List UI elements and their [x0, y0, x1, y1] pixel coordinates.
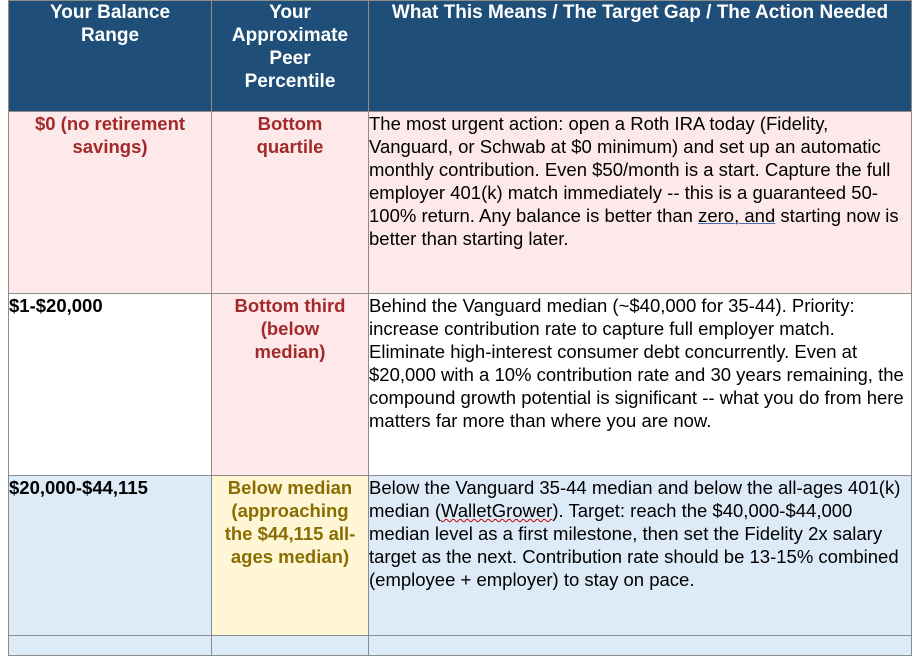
action-text-end: starting now is better than starting later. — [369, 205, 899, 249]
action-cell — [369, 476, 912, 636]
balance-percentile-table — [8, 0, 912, 656]
table-row — [9, 476, 912, 636]
table-header-row — [9, 1, 912, 112]
table-row-partial — [9, 636, 912, 656]
action-text: The most urgent action: open a Roth IRA today (Fidelity, Vanguard, or Schwab at $0 minimum) and set up an automatic monthly contribution. Even $50/month is a start. Capture the full employer 401(k) match immediately -- this is a guaranteed 50-100% return. Any balance is better than — [369, 113, 891, 226]
grammar-marked-text: zero, and — [698, 205, 776, 226]
header-peer-percentile: Your Approximate Peer Percentile — [212, 1, 369, 112]
action-text-end: ). Target: reach the $40,000-$44,000 median level as a first milestone, then set the Fidelity 2x salary target as the next. Contribution rate should be 13-15% combined (employee + employer) to stay on pace. — [369, 500, 899, 590]
header-balance-range: Your Balance Range — [9, 1, 212, 112]
balance-range-cell: $1-$20,000 — [9, 294, 212, 476]
table-row — [9, 294, 912, 476]
action-text: Below the Vanguard 35-44 median and below the all-ages 401(k) median ( — [369, 477, 901, 521]
table-row — [9, 112, 912, 294]
percentile-cell: Bottom third (below median) — [212, 294, 369, 476]
percentile-cell: Below median (approaching the $44,115 all-ages median) — [212, 476, 369, 636]
header-action-needed: What This Means / The Target Gap / The Action Needed — [369, 1, 912, 112]
spelling-marked-text: WalletGrower — [440, 500, 553, 521]
balance-range-cell: $20,000-$44,115 — [9, 476, 212, 636]
empty-cell — [369, 636, 912, 656]
empty-cell — [212, 636, 369, 656]
action-cell — [369, 112, 912, 294]
action-cell: Behind the Vanguard median (~$40,000 for 35-44). Priority: increase contribution rate to capture full employer match. Eliminate high-interest consumer debt concurrently. Even at $20,000 with a 10% contribution rate and 30 years remaining, the compound growth potential is significant -- what you do from here matters far more than where you are now. — [369, 294, 912, 476]
balance-range-cell: $0 (no retirement savings) — [9, 112, 212, 294]
percentile-cell: Bottom quartile — [212, 112, 369, 294]
empty-cell — [9, 636, 212, 656]
